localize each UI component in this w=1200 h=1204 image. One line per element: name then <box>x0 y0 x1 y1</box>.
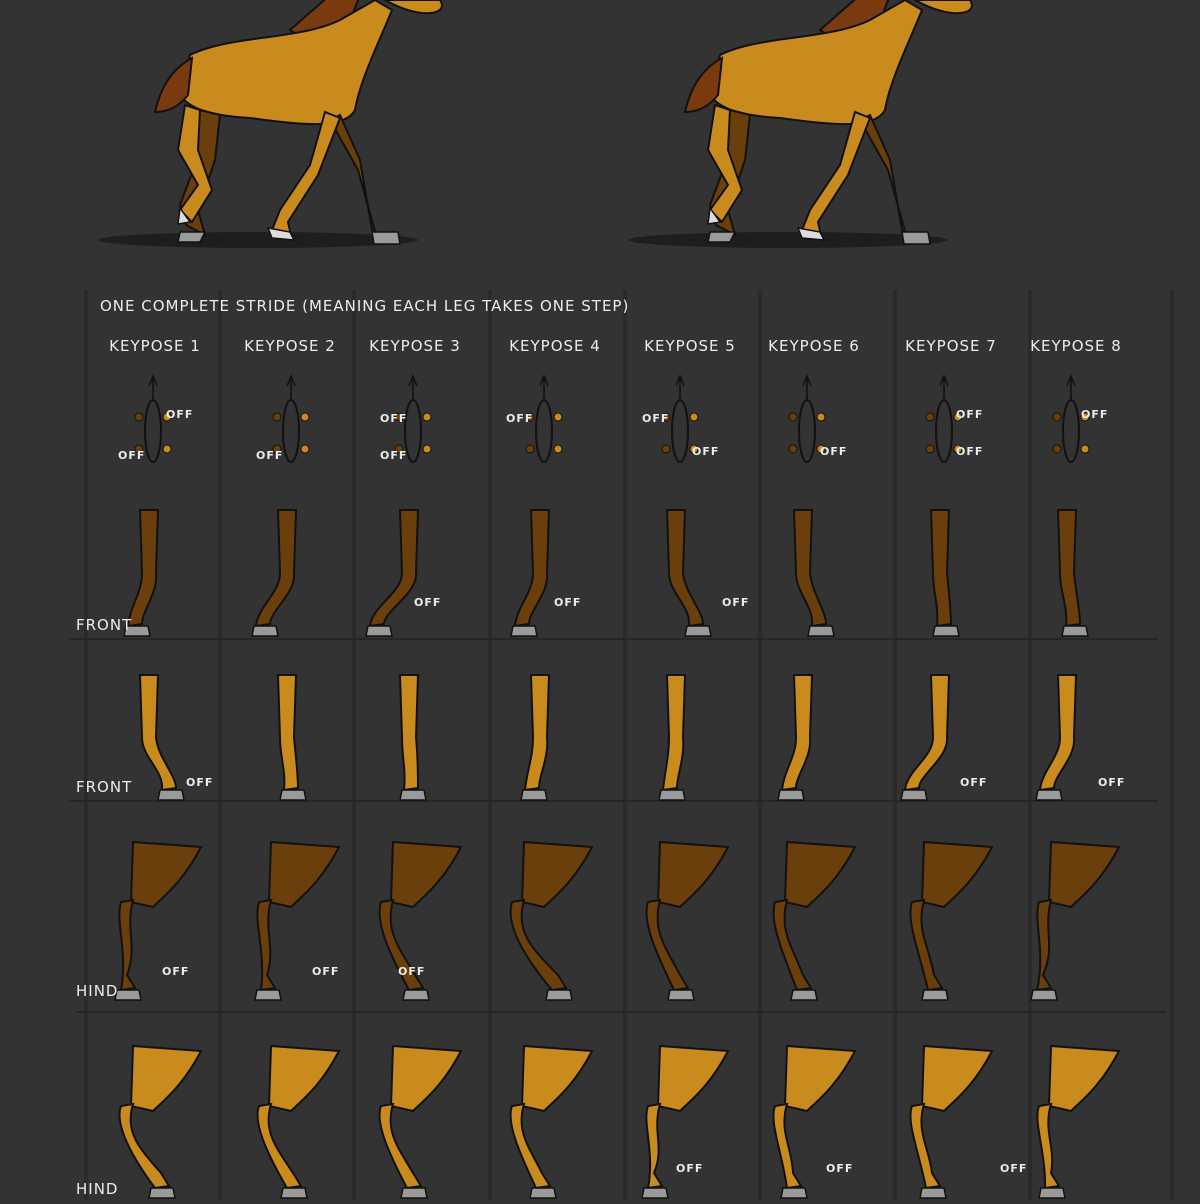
leg-off-label-12: OFF <box>1000 1162 1028 1175</box>
body-outline <box>145 400 161 462</box>
leg-front-row1-pose-6 <box>794 510 834 636</box>
leg-off-label-8: OFF <box>312 965 340 978</box>
keypose-1-label: KEYPOSE 1 <box>109 337 201 355</box>
leg-hind-row1-pose-7 <box>910 842 992 1000</box>
leg-segment <box>278 675 298 790</box>
hoof <box>922 990 948 1000</box>
thigh <box>658 842 728 907</box>
footfall-off-label-5-2: OFF <box>692 445 720 458</box>
thigh <box>1049 842 1119 907</box>
hoof-marker <box>526 445 534 453</box>
hoof <box>642 1188 668 1198</box>
footfall-off-label-7-2: OFF <box>956 445 984 458</box>
lower-leg <box>1037 1104 1059 1188</box>
leg-segment <box>370 510 418 626</box>
footfall-off-label-8-1: OFF <box>1081 408 1109 421</box>
lower-leg <box>774 900 811 990</box>
footfall-off-label-4-1: OFF <box>506 412 534 425</box>
hoof <box>252 626 278 636</box>
hoof <box>668 990 694 1000</box>
leg-segment <box>782 675 812 790</box>
leg-off-label-10: OFF <box>676 1162 704 1175</box>
leg-hind-row2-pose-5 <box>642 1046 728 1198</box>
leg-off-label-11: OFF <box>826 1162 854 1175</box>
thigh <box>391 1046 461 1111</box>
lower-leg <box>773 1104 801 1188</box>
footfall-off-label-6-1: OFF <box>820 445 848 458</box>
hoof-marker <box>554 413 562 421</box>
hoof-marker <box>301 445 309 453</box>
hoof-marker <box>163 445 171 453</box>
leg-front-row2-pose-8 <box>1036 675 1076 800</box>
row-label-front-2: FRONT <box>76 778 133 796</box>
row-label-front-1: FRONT <box>76 616 133 634</box>
body-outline <box>672 400 688 462</box>
leg-front-row2-pose-6 <box>778 675 812 800</box>
leg-segment <box>905 675 949 790</box>
leg-hind-row2-pose-4 <box>511 1046 592 1198</box>
leg-front-row1-pose-5 <box>667 510 711 636</box>
leg-off-label-5: OFF <box>960 776 988 789</box>
horse-illustration-right <box>628 0 972 248</box>
leg-segment <box>256 510 296 626</box>
lower-leg <box>910 1104 940 1188</box>
leg-front-row2-pose-3 <box>400 675 426 800</box>
hoof <box>403 990 429 1000</box>
thigh <box>522 1046 592 1111</box>
lower-leg <box>119 900 135 990</box>
leg-off-label-7: OFF <box>162 965 190 978</box>
footfall-off-label-2-1: OFF <box>256 449 284 462</box>
leg-segment <box>667 510 703 626</box>
hoof-marker <box>662 445 670 453</box>
leg-segment <box>525 675 549 790</box>
leg-front-row2-pose-2 <box>278 675 306 800</box>
leg-off-label-4: OFF <box>186 776 214 789</box>
hoof <box>401 1188 427 1198</box>
lower-leg <box>511 900 566 990</box>
footfall-off-label-5-1: OFF <box>642 412 670 425</box>
keypose-5-label: KEYPOSE 5 <box>644 337 736 355</box>
thigh <box>922 842 992 907</box>
leg-hind-row2-pose-2 <box>258 1046 339 1198</box>
hoof <box>685 626 711 636</box>
lower-leg <box>511 1104 550 1188</box>
thigh <box>1049 1046 1119 1111</box>
stride-title: ONE COMPLETE STRIDE (MEANING EACH LEG TAKES ONE STEP) <box>100 297 630 315</box>
leg-off-label-2: OFF <box>554 596 582 609</box>
footfall-off-label-7-1: OFF <box>956 408 984 421</box>
lower-leg <box>120 1104 169 1188</box>
column-dividers <box>86 290 1172 1200</box>
leg-segment <box>140 675 176 790</box>
row-label-hind-1: HIND <box>76 982 119 1000</box>
leg-front-row2-pose-4 <box>521 675 549 800</box>
hoof-marker <box>423 413 431 421</box>
hoof <box>781 1188 807 1198</box>
thigh <box>785 1046 855 1111</box>
leg-front-row1-pose-7 <box>931 510 959 636</box>
thigh <box>922 1046 992 1111</box>
hoof <box>778 790 804 800</box>
lower-leg <box>257 900 275 990</box>
keypose-6-label: KEYPOSE 6 <box>768 337 860 355</box>
hoof <box>281 1188 307 1198</box>
hoof <box>659 790 685 800</box>
leg-hind-row2-pose-6 <box>773 1046 855 1198</box>
thigh <box>269 1046 339 1111</box>
leg-hind-row1-pose-4 <box>511 842 592 1000</box>
hoof-marker <box>817 413 825 421</box>
footfall-off-label-1-2: OFF <box>118 449 146 462</box>
hoof-marker <box>789 413 797 421</box>
hoof-marker <box>1081 445 1089 453</box>
hoof <box>920 1188 946 1198</box>
thigh <box>269 842 339 907</box>
thigh <box>785 842 855 907</box>
leg-hind-row2-pose-3 <box>380 1046 461 1198</box>
hoof <box>1062 626 1088 636</box>
leg-front-row1-pose-3 <box>366 510 418 636</box>
keypose-3-label: KEYPOSE 3 <box>369 337 461 355</box>
hoof-marker <box>926 413 934 421</box>
leg-front-row1-pose-8 <box>1058 510 1088 636</box>
hoof <box>400 790 426 800</box>
hoof <box>521 790 547 800</box>
footfall-off-label-3-2: OFF <box>380 449 408 462</box>
body-outline <box>799 400 815 462</box>
body-outline <box>405 400 421 462</box>
hoof <box>1036 790 1062 800</box>
hoof <box>255 990 281 1000</box>
leg-front-row2-pose-1 <box>140 675 184 800</box>
leg-hind-row2-pose-8 <box>1037 1046 1119 1198</box>
lower-leg <box>258 1104 301 1188</box>
leg-segment <box>794 510 826 626</box>
leg-segment <box>1058 510 1080 626</box>
thigh <box>131 1046 201 1111</box>
leg-hind-row1-pose-6 <box>774 842 855 1000</box>
hoof-marker <box>926 445 934 453</box>
leg-segment <box>515 510 549 626</box>
leg-hind-row1-pose-8 <box>1031 842 1119 1000</box>
leg-segment <box>931 510 951 626</box>
leg-segment <box>1040 675 1076 790</box>
hoof <box>933 626 959 636</box>
hoof <box>115 990 141 1000</box>
lower-leg <box>380 1104 421 1188</box>
leg-front-row1-pose-4 <box>511 510 549 636</box>
hoof <box>808 626 834 636</box>
leg-off-label-1: OFF <box>414 596 442 609</box>
hoof <box>530 1188 556 1198</box>
hoof <box>280 790 306 800</box>
hoof <box>901 790 927 800</box>
hoof <box>1031 990 1057 1000</box>
leg-front-row2-pose-7 <box>901 675 949 800</box>
leg-poses <box>115 510 1119 1198</box>
hoof-marker <box>423 445 431 453</box>
row-dividers <box>68 639 1166 1012</box>
hoof-marker <box>789 445 797 453</box>
leg-off-label-3: OFF <box>722 596 750 609</box>
hoof <box>791 990 817 1000</box>
keypose-4-label: KEYPOSE 4 <box>509 337 601 355</box>
leg-hind-row2-pose-1 <box>120 1046 201 1198</box>
leg-hind-row2-pose-7 <box>910 1046 992 1198</box>
hoof-marker <box>301 413 309 421</box>
body-outline <box>536 400 552 462</box>
lower-leg <box>646 1104 662 1188</box>
body-outline <box>936 400 952 462</box>
thigh <box>131 842 201 907</box>
hoof-marker <box>1053 413 1061 421</box>
thigh <box>658 1046 728 1111</box>
keypose-8-label: KEYPOSE 8 <box>1030 337 1122 355</box>
lower-leg <box>647 900 688 990</box>
keypose-7-label: KEYPOSE 7 <box>905 337 997 355</box>
hoof-marker <box>554 445 562 453</box>
hoof-marker <box>273 413 281 421</box>
lower-leg <box>910 900 942 990</box>
leg-front-row2-pose-5 <box>659 675 685 800</box>
leg-front-row1-pose-2 <box>252 510 296 636</box>
leg-hind-row1-pose-5 <box>647 842 728 1000</box>
row-label-hind-2: HIND <box>76 1180 119 1198</box>
horse-illustration-left <box>98 0 442 248</box>
keypose-2-label: KEYPOSE 2 <box>244 337 336 355</box>
hoof <box>546 990 572 1000</box>
footfall-off-label-3-1: OFF <box>380 412 408 425</box>
hoof <box>149 1188 175 1198</box>
leg-segment <box>128 510 158 626</box>
leg-off-label-6: OFF <box>1098 776 1126 789</box>
body-outline <box>1063 400 1079 462</box>
leg-segment <box>400 675 418 790</box>
hoof <box>1039 1188 1065 1198</box>
lower-leg <box>1037 900 1051 990</box>
footfall-off-label-1-1: OFF <box>166 408 194 421</box>
hoof-marker <box>690 413 698 421</box>
hoof <box>158 790 184 800</box>
leg-segment <box>663 675 685 790</box>
hoof <box>366 626 392 636</box>
hoof-marker <box>135 413 143 421</box>
hoof <box>511 626 537 636</box>
body-outline <box>283 400 299 462</box>
leg-off-label-9: OFF <box>398 965 426 978</box>
thigh <box>522 842 592 907</box>
thigh <box>391 842 461 907</box>
hoof-marker <box>1053 445 1061 453</box>
